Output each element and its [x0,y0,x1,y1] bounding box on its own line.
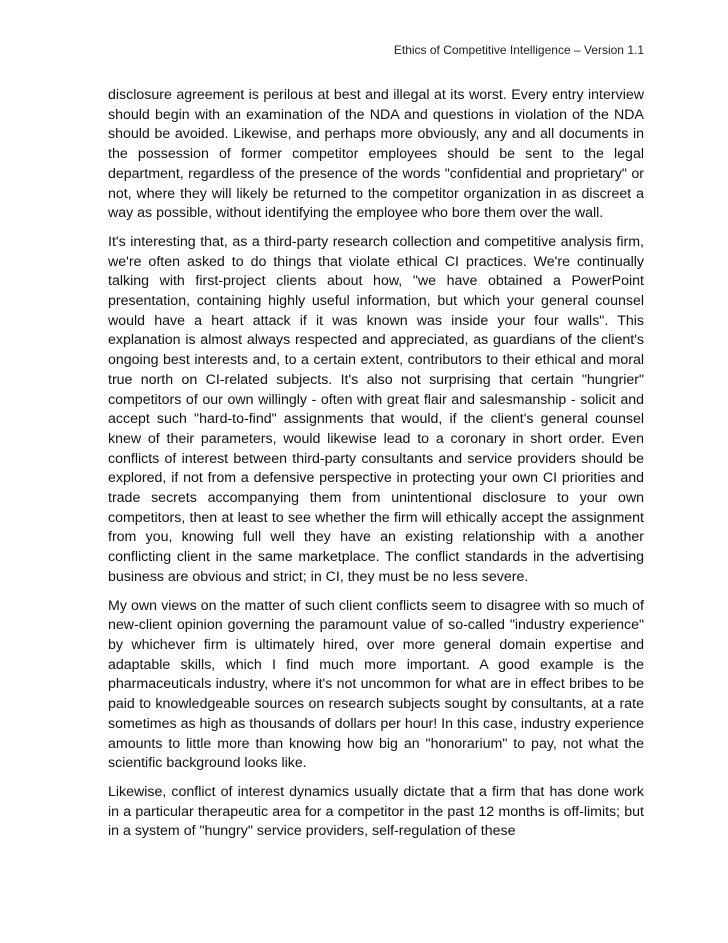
body-text [108,86,644,851]
running-header: Ethics of Competitive Intelligence – Version 1.1 [393,43,644,57]
paragraph-1: disclosure agreement is perilous at best and illegal at its worst. Every entry interview should begin with an examination of the NDA and questions in violation of the NDA should be avoided. Likewise, and perhaps more obviously, any and all documents in the possession of former competitor employees should be sent to the legal department, regardless of the presence of the words "confidential and proprietary" or not, where they will likely be returned to the competitor organization in as discreet a way as possible, without identifying the employee who bore them over the wall. [108,87,644,222]
paragraph-4: Likewise, conflict of interest dynamics usually dictate that a firm that has done work in a particular therapeutic area for a competitor in the past 12 months is off-limits; but in a system of "hungry" service providers, self-regulation of these [108,783,644,840]
paragraph-2: It's interesting that, as a third-party research collection and competitive analysis firm, we're often asked to do things that violate ethical CI practices. We're continually talking with first-project clients about how, "we have obtained a PowerPoint presentation, containing highly useful information, but which your general counsel would have a heart attack if it was known was inside your four walls". This explanation is almost always respected and appreciated, as guardians of the client's ongoing best interests and, to a certain extent, contributors to their ethical and moral true north on CI-related subjects. It's also not surprising that certain "hungrier" competitors of our own willingly - often with great flair and salesmanship - solicit and accept such "hard-to-find" assignments that would, if the client's general counsel knew of their parameters, would likewise lead to a coronary in short order. Even conflicts of interest between third-party consultants and service providers should be explored, if not from a defensive perspective in protecting your own CI priorities and trade secrets accompanying them from unintentional disclosure to your own competitors, then at least to see whether the firm will ethically accept the assignment from you, knowing full well they have an existing relationship with a another conflicting client in the same marketplace. The conflict standards in the advertising business are obvious and strict; in CI, they must be no less severe. [108,233,644,585]
paragraph-3: My own views on the matter of such client conflicts seem to disagree with so much of new-client opinion governing the paramount value of so-called "industry experience" by whichever firm is ultimately hired, over more general domain expertise and adaptable skills, which I find much more important. A good example is the pharmaceuticals industry, where it's not uncommon for what are in effect bribes to be paid to knowledgeable sources on research subjects sought by consultants, at a rate sometimes as high as thousands of dollars per hour! In this case, industry experience amounts to little more than knowing how big an "honorarium" to pay, not what the scientific background looks like. [108,597,644,772]
